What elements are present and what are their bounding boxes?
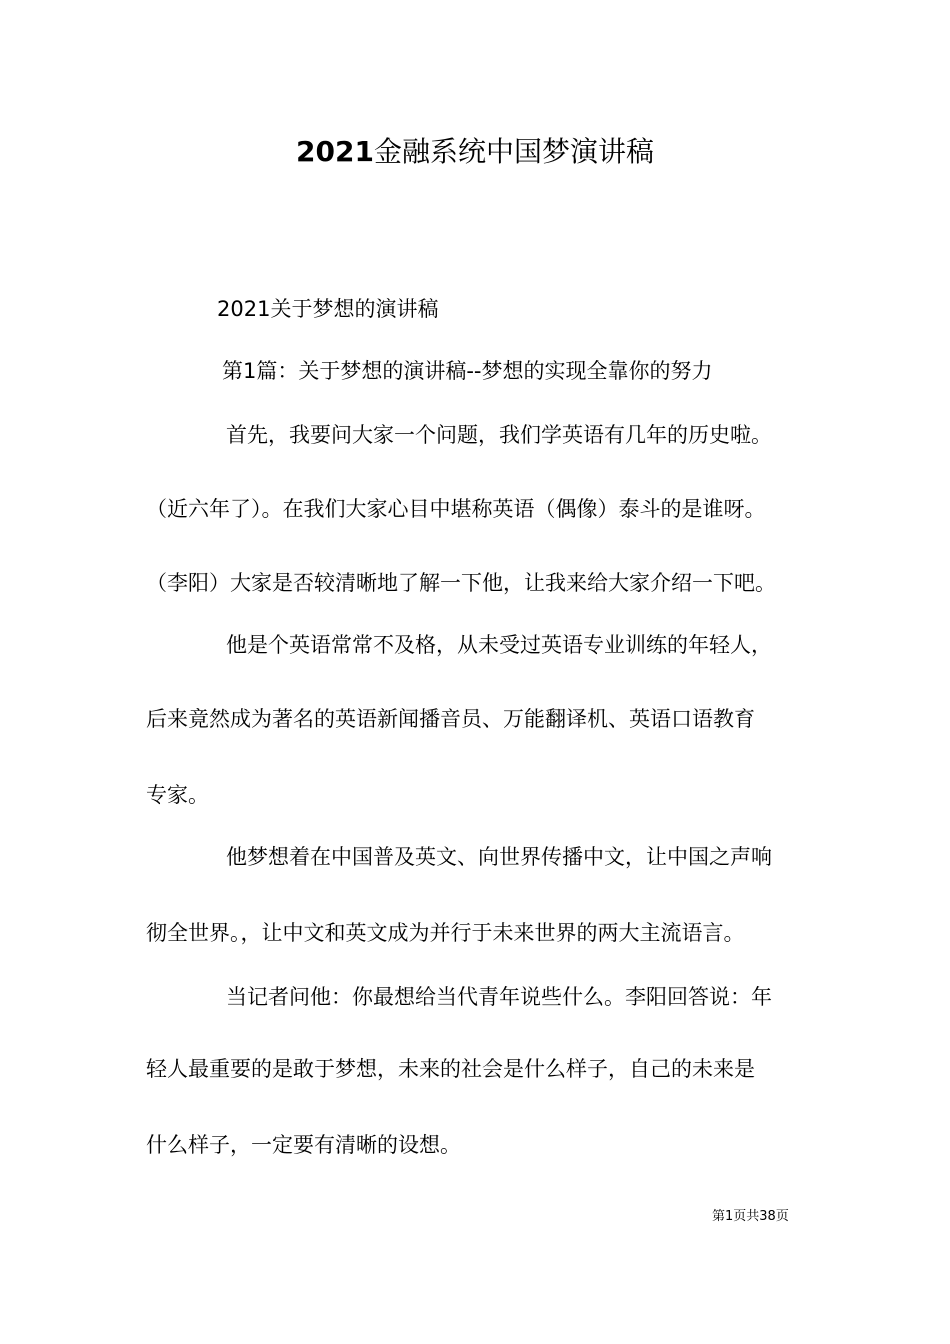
page-number-footer: 第1页共38页 [712, 1209, 789, 1224]
subtitle: 2021关于梦想的演讲稿 [217, 297, 439, 321]
paragraph-line: 专家。 [146, 783, 209, 807]
paragraph-line: 彻全世界。，让中文和英文成为并行于未来世界的两大主流语言。 [146, 921, 745, 945]
title-text: 金融系统中国梦演讲稿 [373, 135, 654, 168]
document-title [0, 132, 950, 172]
section-heading: 第1篇：关于梦想的演讲稿--梦想的实现全靠你的努力 [222, 359, 713, 383]
paragraph-line: 首先，我要问大家一个问题，我们学英语有几年的历史啦。 [226, 423, 772, 447]
paragraph-line: （近六年了）。在我们大家心目中堪称英语（偶像）泰斗的是谁呀。 [146, 497, 766, 521]
paragraph-line: （李阳）大家是否较清晰地了解一下他，让我来给大家介绍一下吧。 [146, 571, 776, 595]
paragraph-line: 他是个英语常常不及格，从未受过英语专业训练的年轻人， [226, 633, 772, 657]
paragraph-line: 他梦想着在中国普及英文、向世界传播中文，让中国之声响 [226, 845, 772, 869]
paragraph-line: 什么样子，一定要有清晰的设想。 [146, 1133, 461, 1157]
title-year: 2021 [296, 135, 374, 168]
paragraph-line: 轻人最重要的是敢于梦想，未来的社会是什么样子，自己的未来是 [146, 1057, 755, 1081]
paragraph-line: 后来竟然成为著名的英语新闻播音员、万能翻译机、英语口语教育 [146, 707, 755, 731]
paragraph-line: 当记者问他：你最想给当代青年说些什么。李阳回答说：年 [226, 985, 772, 1009]
